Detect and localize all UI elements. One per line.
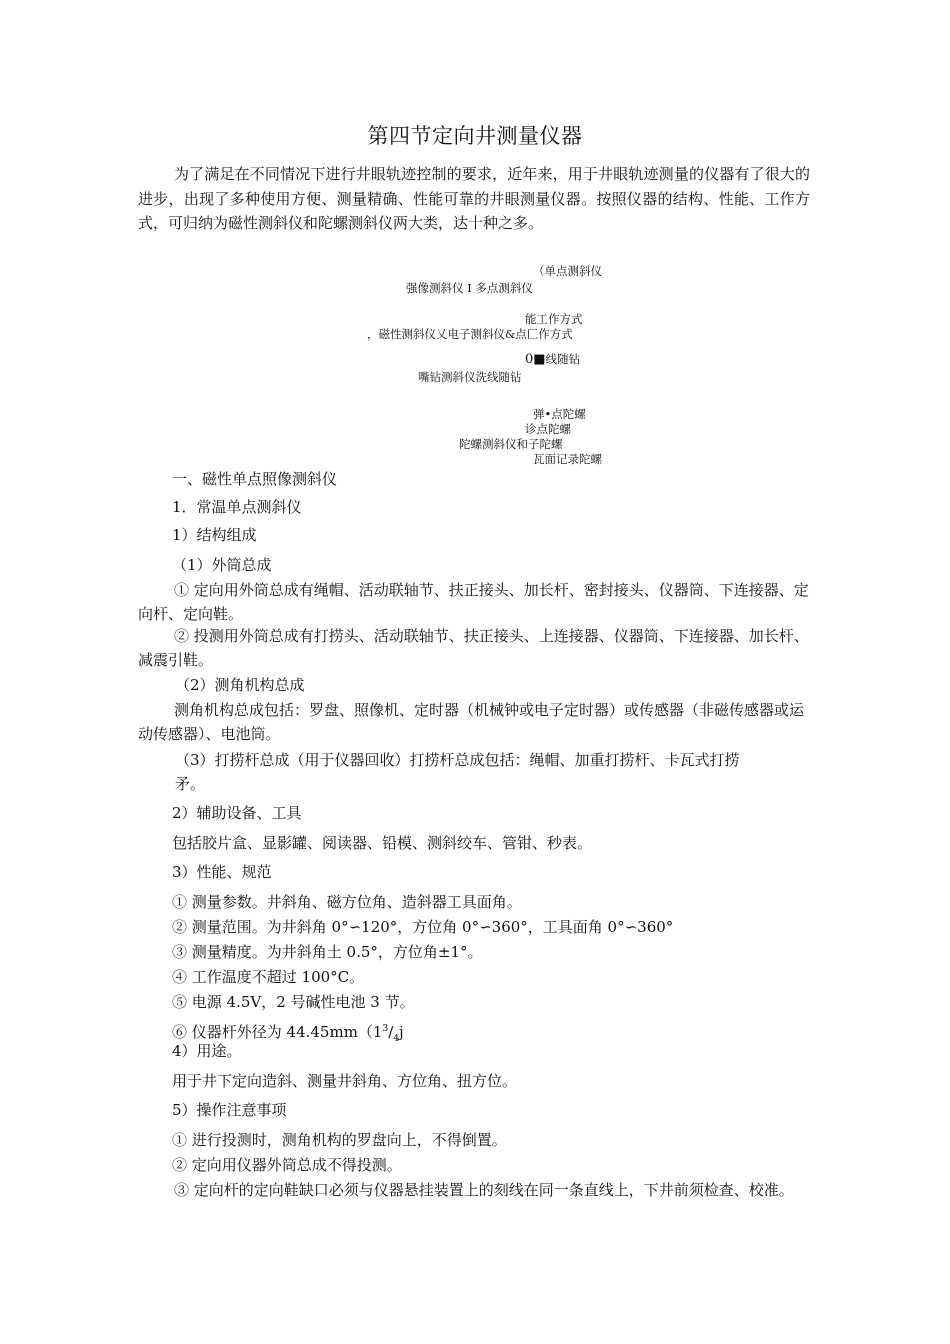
subsection-heading: 3）性能、规范 [172, 863, 272, 881]
list-paragraph: ② 投测用外筒总成有打捞头、活动联轴节、扶正接头、上连接器、仪器筒、下连接器、加长杆、减震引鞋。 [138, 627, 809, 669]
diagram-text: ，磁性测斜仪乂电子测斜仪&点匚作方式 [367, 327, 573, 341]
spec-text: ⑥ 仪器杆外径为 44.45mm（1 [172, 1023, 383, 1041]
subsection-heading: 5）操作注意事项 [172, 1101, 287, 1119]
intro-paragraph: 为了满足在不同情况下进行井眼轨迹控制的要求，近年来，用于井眼轨迹测量的仪器有了很大的进步，出现了多种使用方便、测量精确、性能可靠的井眼测量仪器。按照仪器的结构、性能、工作方式，可归纳为磁性测斜仪和陀螺测斜仪两大类，达十种之多。 [138, 165, 810, 232]
subsection-heading: （2）测角机构总成 [175, 676, 305, 694]
page-title: 第四节定向井测量仪器 [367, 124, 583, 148]
note-item: ② 定向用仪器外筒总成不得投测。 [172, 1156, 402, 1174]
diagram-text: 嘴钻测斜仪洗线随钻 [418, 370, 522, 384]
body-paragraph: 测角机构总成包括：罗盘、照像机、定时器（机械钟或电子定时器）或传感器（非磁传感器或运动传感器）、电池筒。 [138, 701, 805, 743]
spec-item: ⑤ 电源 4.5V，2 号碱性电池 3 节。 [172, 993, 415, 1011]
list-paragraph: ① 定向用外筒总成有绳帽、活动联轴节、扶正接头、加长杆、密封接头、仪器筒、下连接器、定向杆、定向鞋。 [138, 581, 809, 623]
diagram-text: 弹•点陀螺 [533, 407, 586, 421]
subsection-heading: 2）辅助设备、工具 [172, 804, 302, 822]
fraction-slash: / [388, 1023, 394, 1041]
note-item: ③ 定向杆的定向鞋缺口必须与仪器悬挂装置上的刻线在同一条直线上，下井前须检查、校准。 [174, 1181, 794, 1199]
diagram-label: 线随钻 [545, 352, 581, 366]
spec-item: ④ 工作温度不超过 100°C。 [172, 968, 365, 986]
spec-text-end: j [399, 1023, 404, 1041]
subsection-heading: 4）用途。 [172, 1042, 242, 1060]
spec-item: ③ 测量精度。为井斜角土 0.5°，方位角±1°。 [172, 943, 483, 961]
body-line: 包括胶片盒、显影罐、阅读器、铅模、测斜绞车、管钳、秒表。 [172, 834, 593, 852]
diagram-text: 陀螺测斜仪和子陀螺 [459, 437, 563, 451]
diagram-text: 能工作方式 [525, 312, 583, 326]
spec-item: ① 测量参数。井斜角、磁方位角、造斜器工具面角。 [172, 893, 522, 911]
diagram-text: 诊点陀螺 [525, 422, 571, 436]
section-heading: 一、磁性单点照像测斜仪 [172, 470, 338, 488]
subsection-heading: 1．常温单点测斜仪 [172, 498, 302, 516]
subsection-heading: 1）结构组成 [172, 526, 257, 544]
diagram-number: 0 [525, 352, 534, 367]
subsection-heading: （1）外筒总成 [172, 556, 272, 574]
body-line: 矛。 [175, 775, 206, 793]
diagram-text: （单点测斜仪 [533, 264, 602, 278]
diagram-text: 瓦面记录陀螺 [533, 452, 602, 466]
diagram-text: 强像测斜仪 I 多点测斜仪 [406, 281, 533, 295]
diagram-square-glyph: ■ [533, 352, 546, 367]
note-item: ① 进行投测时，测角机构的罗盘向上，不得倒置。 [172, 1131, 507, 1149]
diagram-text [525, 352, 580, 367]
spec-item: ② 测量范围。为井斜角 0°∽120°，方位角 0°∽360°，工具面角 0°∽360° [172, 918, 674, 936]
fraction-numerator: 3 [382, 1024, 389, 1034]
body-line: （3）打捞杆总成（用于仪器回收）打捞杆总成包括：绳帽、加重打捞杆、卡瓦式打捞 [175, 751, 740, 769]
body-line: 用于井下定向造斜、测量井斜角、方位角、扭方位。 [172, 1072, 518, 1090]
fraction-denominator: 4 [393, 1034, 400, 1044]
